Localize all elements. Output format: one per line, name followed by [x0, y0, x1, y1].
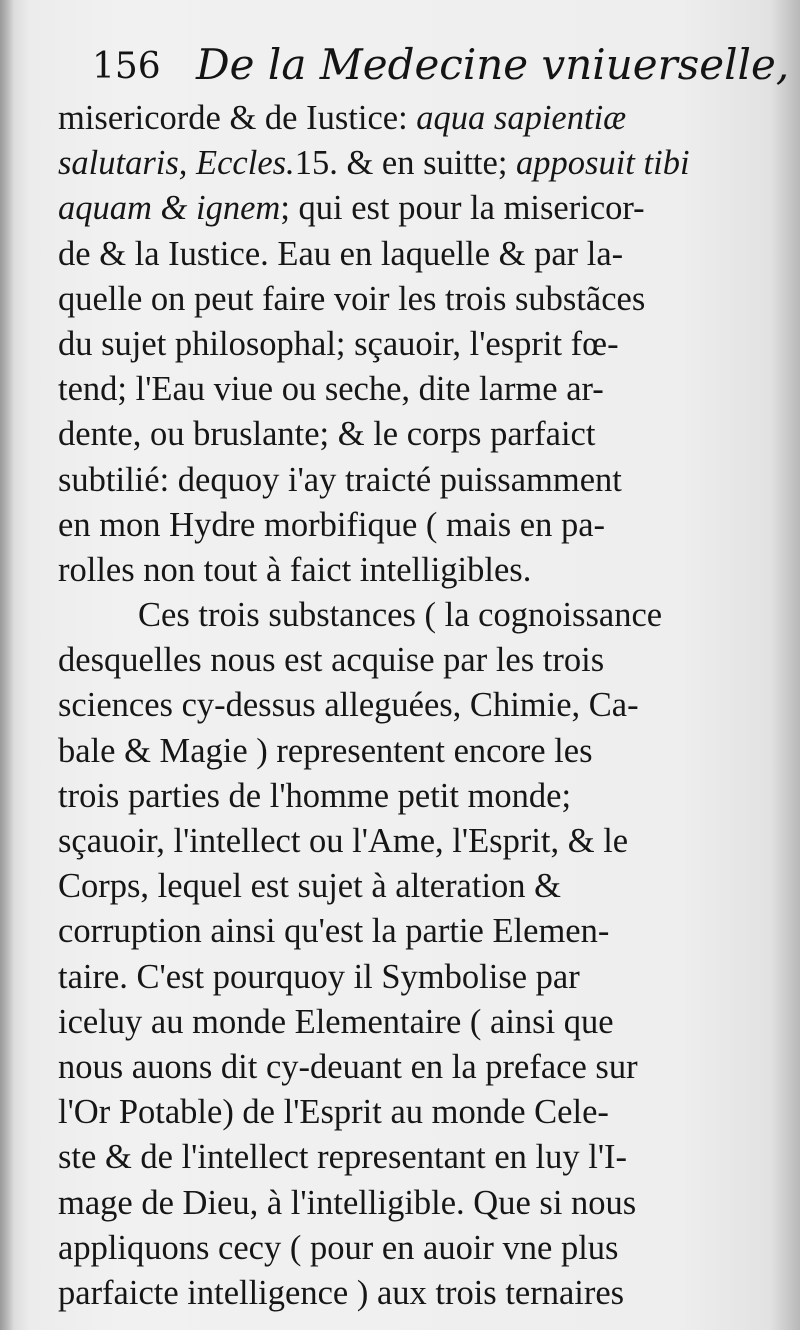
- text-line: [58, 955, 758, 1000]
- text-run: misericorde & de Iustice:: [58, 99, 417, 137]
- text-line: [58, 232, 758, 277]
- text-run: subtilié: dequoy i'ay traicté puissamment: [58, 460, 622, 499]
- text-line: [58, 503, 758, 548]
- text-line: [58, 1271, 758, 1316]
- text-line: [58, 458, 758, 503]
- italic-text: salutaris, Eccles.: [58, 144, 295, 183]
- text-line: [58, 729, 758, 774]
- text-run: nous auons dit cy-deuant en la preface sur: [58, 1047, 638, 1086]
- text-run: de & la Iustice. Eau en laquelle & par la-: [58, 234, 624, 273]
- text-run: iceluy au monde Elementaire ( ainsi que: [58, 1002, 614, 1041]
- page-header: [92, 38, 790, 98]
- text-run: dente, ou bruslante; & le corps parfaict: [58, 415, 596, 454]
- text-run: rolles non tout à faict intelligibles.: [58, 550, 532, 589]
- text-run: ste & de l'intellect representant en luy l'I-: [58, 1138, 628, 1177]
- text-line: [58, 683, 758, 728]
- text-run: corruption ainsi qu'est la partie Elemen-: [58, 912, 610, 951]
- text-run: tend; l'Eau viue ou seche, dite larme ar-: [58, 370, 604, 409]
- text-run: sciences cy-dessus alleguées, Chimie, Ca-: [58, 686, 639, 725]
- text-line: [58, 548, 758, 593]
- text-line: [58, 1090, 758, 1135]
- text-run: trois parties de l'homme petit monde;: [58, 776, 572, 815]
- text-line: [58, 819, 758, 864]
- text-line: [58, 909, 758, 954]
- spine-shadow: [0, 0, 14, 1330]
- text-run: mage de Dieu, à l'intelligible. Que si nous: [58, 1183, 637, 1222]
- italic-text: apposuit tibi: [516, 144, 690, 183]
- text-line: [58, 864, 758, 909]
- text-line: [58, 774, 758, 819]
- text-line: [58, 141, 758, 186]
- text-line: [58, 1226, 758, 1271]
- text-line: [58, 1000, 758, 1045]
- text-run: desquelles nous est acquise par les trois: [58, 641, 605, 680]
- text-line: [58, 322, 758, 367]
- body-text: [58, 96, 758, 1316]
- text-run: ; qui est pour la misericor-: [280, 189, 645, 228]
- text-run: l'Or Potable) de l'Esprit au monde Cele-: [58, 1093, 609, 1132]
- text-run: bale & Magie ) representent encore les: [58, 731, 593, 770]
- text-run: du sujet philosophal; sçauoir, l'esprit fœ-: [58, 324, 619, 363]
- text-line: [58, 1181, 758, 1226]
- text-line: [58, 277, 758, 322]
- text-line: [58, 186, 758, 231]
- running-head: De la Medecine vniuerselle,: [196, 40, 790, 89]
- italic-text: aqua sapientiæ: [416, 99, 627, 137]
- text-line: [58, 96, 758, 141]
- text-run: parfaicte intelligence ) aux trois ternaires: [58, 1273, 625, 1312]
- text-run: en mon Hydre morbifique ( mais en pa-: [58, 505, 606, 544]
- text-run: Corps, lequel est sujet à alteration &: [58, 867, 561, 906]
- page-number: 156: [92, 46, 161, 87]
- text-run: appliquons cecy ( pour en auoir vne plus: [58, 1228, 619, 1267]
- text-line: [58, 412, 758, 457]
- text-line: [58, 367, 758, 412]
- text-line: [58, 1135, 758, 1180]
- text-line: [58, 593, 758, 638]
- italic-text: aquam & ignem: [58, 189, 281, 228]
- text-line: [58, 1045, 758, 1090]
- text-run: sçauoir, l'intellect ou l'Ame, l'Esprit, & le: [58, 822, 629, 860]
- text-line: [58, 638, 758, 683]
- text-run: Ces trois substances ( la cognoissance: [138, 596, 663, 635]
- text-run: quelle on peut faire voir les trois substãces: [58, 279, 646, 318]
- text-run: taire. C'est pourquoy il Symbolise par: [58, 957, 580, 996]
- text-run: 15. & en suitte;: [294, 144, 517, 183]
